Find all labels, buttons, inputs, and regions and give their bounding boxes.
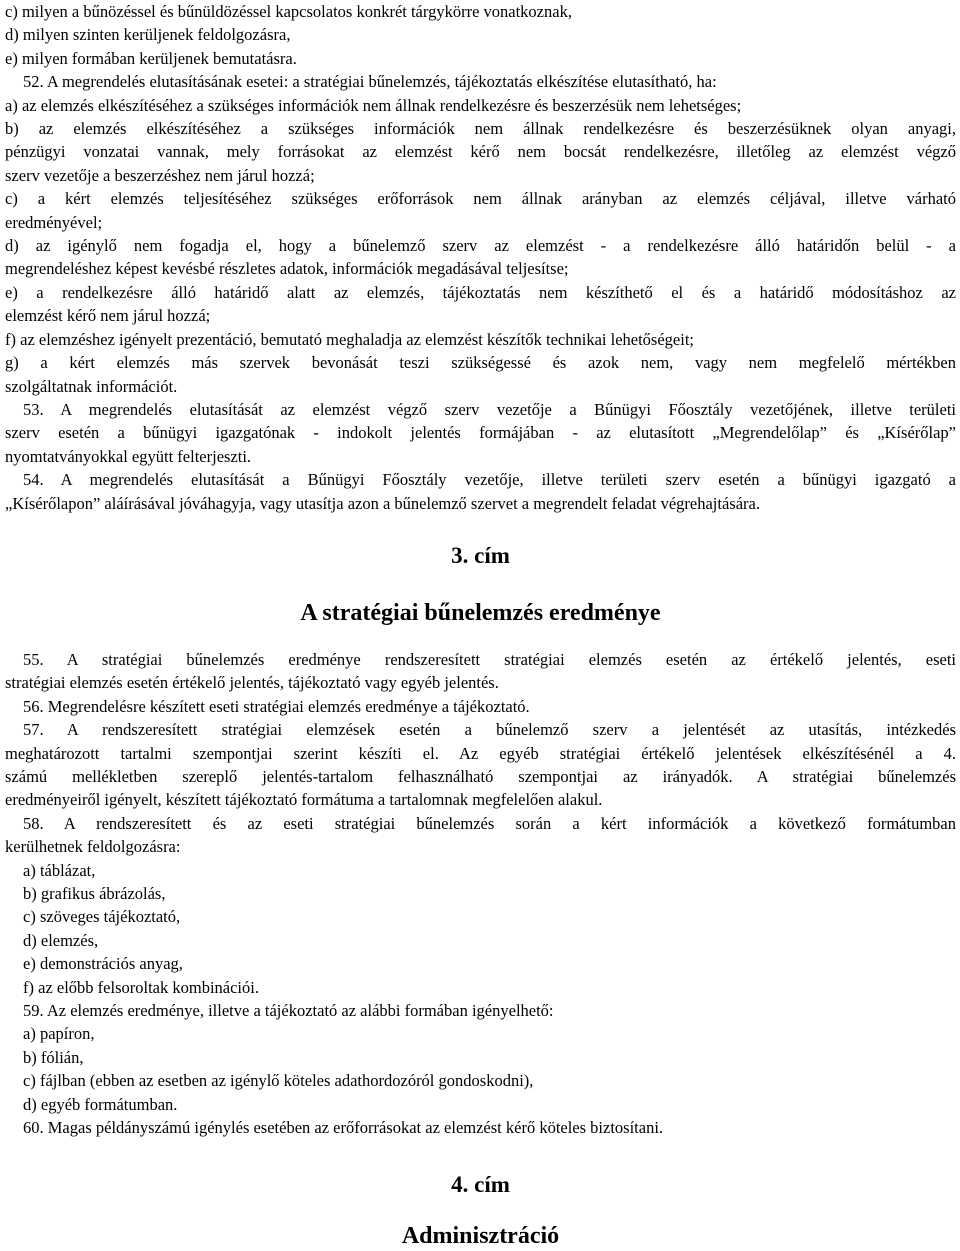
section-title: Adminisztráció — [401, 1223, 560, 1250]
list-item: b) fólián, — [23, 1047, 84, 1067]
list-item: d) milyen szinten kerüljenek feldolgozásra, — [5, 25, 291, 45]
paragraph-55: 55. A stratégiai bűnelemzés eredménye rendszeresített stratégiai elemzés esetén az értékelő jelentés, eseti — [23, 649, 956, 669]
list-item-continuation: szerv vezetője a beszerzéshez nem járul hozzá; — [5, 165, 315, 185]
paragraph-59: 59. Az elemzés eredménye, illetve a tájékoztató az alábbi formában igényelhető: — [23, 1001, 554, 1021]
section-number: 4. cím — [451, 1172, 510, 1198]
list-item-continuation: elemzést kérő nem járul hozzá; — [5, 306, 211, 326]
paragraph-53-line: nyomtatványokkal együtt felterjeszti. — [5, 446, 252, 466]
list-item: d) elemzés, — [23, 930, 99, 950]
list-item: b) grafikus ábrázolás, — [23, 884, 166, 903]
list-item: c) milyen a bűnözéssel és bűnüldözéssel kapcsolatos konkrét tárgykörre vonatkoznak, — [5, 2, 572, 21]
section-number: 3. cím — [451, 542, 510, 568]
list-item: g) a kért elemzés más szervek bevonását teszi szükségessé és azok nem, vagy nem megfelelő mértékben — [5, 353, 956, 373]
paragraph-58: 58. A rendszeresített és az eseti stratégiai bűnelemzés során a kért információk a következő formátumban — [23, 813, 956, 833]
paragraph-53: 53. A megrendelés elutasítását az elemzést végző szerv vezetője a Bűnügyi Főosztály vezetőjének, illetve területi — [23, 399, 956, 419]
list-item: b) az elemzés elkészítéséhez a szükséges információk nem állnak rendelkezésre és beszerzésüknek olyan anyagi, — [5, 119, 956, 139]
paragraph-57: 57. A rendszeresített stratégiai elemzések esetén a bűnelemző szerv a jelentését az utasítás, intézkedés — [23, 720, 956, 740]
list-item: a) táblázat, — [23, 860, 96, 880]
list-item: d) egyéb formátumban. — [23, 1094, 178, 1114]
list-item: e) demonstrációs anyag, — [23, 954, 183, 974]
list-item: c) szöveges tájékoztató, — [23, 907, 181, 927]
list-item: c) a kért elemzés teljesítéséhez szükséges erőforrások nem állnak arányban az elemzés céljával, illetve várható — [5, 189, 956, 209]
paragraph-60: 60. Magas példányszámú igénylés esetében az erőforrásokat az elemzést kérő köteles biztosítani. — [23, 1118, 664, 1138]
paragraph-57-line: eredményeiről igényelt, készített tájékoztató formátuma a tartalomnak megfelelően alakul. — [5, 790, 603, 810]
list-item: e) milyen formában kerüljenek bemutatásra. — [5, 48, 297, 68]
list-item: e) a rendelkezésre álló határidő alatt az elemzés, tájékoztatás nem készíthető el és a határidő módosításhoz az — [5, 282, 956, 302]
list-item: f) az előbb felsoroltak kombinációi. — [23, 977, 259, 997]
paragraph-56: 56. Megrendelésre készített eseti stratégiai elemzés eredménye a tájékoztató. — [23, 696, 530, 716]
list-item-continuation: pénzügyi vonzatai vannak, mely forrásokat az elemzést kérő nem bocsát rendelkezésre, illetőleg az elemzést végző — [5, 142, 956, 162]
list-item: a) papíron, — [23, 1024, 95, 1044]
section-title: A stratégiai bűnelemzés eredménye — [300, 599, 661, 626]
list-item: a) az elemzés elkészítéséhez a szükséges információk nem állnak rendelkezésre és beszerzésük nem lehetséges; — [5, 95, 742, 115]
list-item-continuation: eredményével; — [5, 212, 103, 232]
paragraph-58-line: kerülhetnek feldolgozásra: — [5, 837, 181, 857]
paragraph-57-line: számú mellékletben szereplő jelentés-tartalom felhasználható szempontjai az irányadók. A stratégiai bűnelemzés — [5, 766, 956, 786]
paragraph-57-line: meghatározott tartalmi szempontjai szerint készíti el. Az egyéb stratégiai értékelő jelentések elkészítésénél a 4. — [5, 743, 956, 763]
paragraph-52-intro: 52. A megrendelés elutasításának esetei: a stratégiai bűnelemzés, tájékoztatás elkészítése elutasítható, ha: — [23, 72, 717, 92]
list-item: d) az igénylő nem fogadja el, hogy a bűnelemző szerv az elemzést - a rendelkezésre álló határidőn belül - a — [5, 236, 956, 256]
paragraph-53-line: szerv esetén a bűnügyi igazgatónak - indokolt jelentés formájában - az elutasított „Megrendelőlap” és „Kísérőlap” — [5, 423, 956, 443]
list-item: f) az elemzéshez igényelt prezentáció, bemutató meghaladja az elemzést készítők technikai lehetőségeit; — [5, 329, 695, 349]
list-item: c) fájlban (ebben az esetben az igénylő köteles adathordozóról gondoskodni), — [23, 1071, 534, 1091]
paragraph-54: 54. A megrendelés elutasítását a Bűnügyi Főosztály vezetője, illetve területi szerv esetén a bűnügyi igazgató a — [23, 470, 956, 490]
paragraph-54-line: „Kísérőlapon” aláírásával jóváhagyja, vagy utasítja azon a bűnelemző szervet a megrendelt feladat végrehajtására. — [5, 493, 760, 513]
paragraph-55-line: stratégiai elemzés esetén értékelő jelentés, tájékoztató vagy egyéb jelentés. — [5, 673, 499, 693]
list-item-continuation: szolgáltatnak információt. — [5, 376, 178, 396]
list-item-continuation: megrendeléshez képest kevésbé részletes adatok, információk megadásával teljesítse; — [5, 259, 569, 279]
